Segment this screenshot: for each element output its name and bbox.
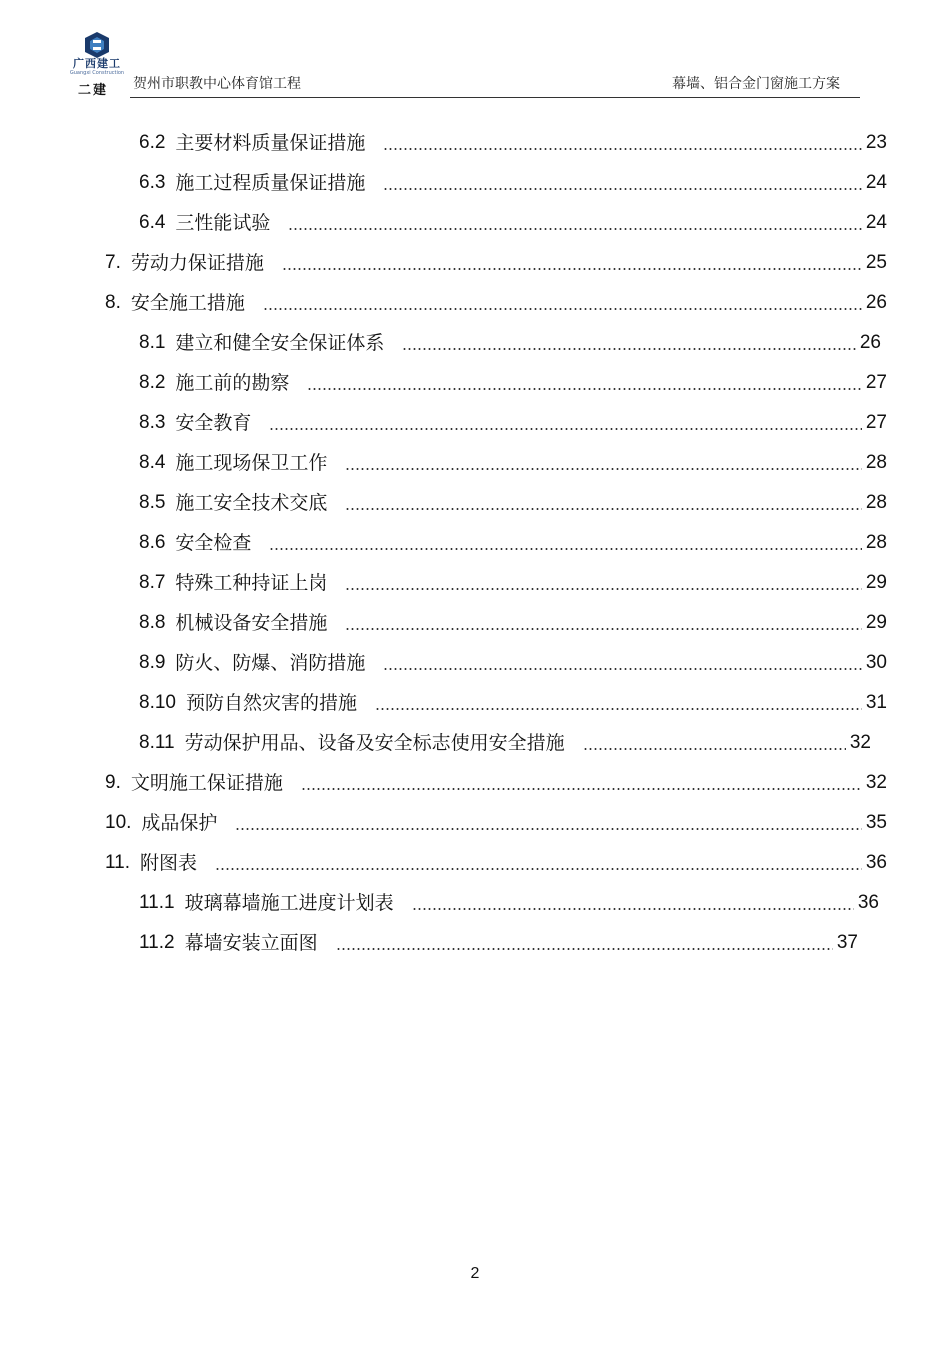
toc-entry-number: 8.9 xyxy=(139,652,166,673)
toc-entry-title: 防火、防爆、消防措施 xyxy=(175,652,366,674)
toc-entry-number: 11.2 xyxy=(139,932,175,953)
toc-entry-page: 30 xyxy=(865,652,887,673)
toc-entry[interactable] xyxy=(105,803,887,843)
toc-entry-number: 9. xyxy=(105,772,121,793)
document-title: 幕墙、铝合金门窗施工方案 xyxy=(672,76,840,92)
toc-entry-number: 8.5 xyxy=(139,492,166,513)
toc-entry-title: 特殊工种持证上岗 xyxy=(175,572,328,594)
toc-entry-page: 36 xyxy=(865,852,887,873)
company-logo xyxy=(64,30,130,96)
toc-entry-number: 8.6 xyxy=(139,532,166,553)
toc-entry[interactable] xyxy=(139,443,887,483)
toc-entry-page: 27 xyxy=(865,412,887,433)
toc-entry[interactable] xyxy=(105,763,887,803)
toc-entry-page: 24 xyxy=(865,172,887,193)
toc-entry-title: 文明施工保证措施 xyxy=(130,772,283,794)
toc-entry[interactable] xyxy=(139,363,887,403)
toc-entry-title: 成品保护 xyxy=(141,812,218,834)
toc-entry[interactable] xyxy=(139,563,887,603)
toc-dot-leader xyxy=(402,348,855,350)
toc-dot-leader xyxy=(383,148,861,150)
toc-entry-title: 施工前的勘察 xyxy=(175,372,290,394)
toc-entry[interactable] xyxy=(139,403,887,443)
toc-entry-page: 28 xyxy=(865,492,887,513)
toc-entry[interactable] xyxy=(105,843,887,883)
page-number: 2 xyxy=(470,1265,480,1282)
toc-entry-title: 玻璃幕墙施工进度计划表 xyxy=(184,892,394,914)
toc-entry-number: 8.2 xyxy=(139,372,166,393)
toc-entry[interactable] xyxy=(139,643,887,683)
toc-entry-title: 劳动力保证措施 xyxy=(130,252,264,274)
logo-subtext: Guangxi Construction xyxy=(69,70,125,76)
toc-entry-page: 28 xyxy=(865,452,887,473)
toc-entry-page: 25 xyxy=(865,252,887,273)
toc-entry-number: 8.11 xyxy=(139,732,175,753)
toc-entry-page: 32 xyxy=(849,732,871,753)
toc-dot-leader xyxy=(263,308,862,310)
toc-dot-leader xyxy=(301,788,862,790)
toc-entry-number: 6.4 xyxy=(139,212,166,233)
toc-entry-title: 施工安全技术交底 xyxy=(175,492,328,514)
toc-entry-title: 主要材料质量保证措施 xyxy=(175,132,366,154)
toc-entry[interactable] xyxy=(139,323,881,363)
logo-branch: 二建 xyxy=(78,83,109,98)
toc-entry-title: 三性能试验 xyxy=(175,212,271,234)
toc-entry-page: 26 xyxy=(865,292,887,313)
toc-entry-number: 7. xyxy=(105,252,121,273)
toc-entry-page: 29 xyxy=(865,572,887,593)
toc-dot-leader xyxy=(345,628,861,630)
toc-entry-page: 36 xyxy=(857,892,879,913)
toc-entry-page: 35 xyxy=(865,812,887,833)
toc-entry[interactable] xyxy=(105,283,887,323)
toc-entry-number: 8.10 xyxy=(139,692,176,713)
toc-entry-title: 建立和健全安全保证体系 xyxy=(175,332,385,354)
toc-dot-leader xyxy=(336,948,833,950)
toc-dot-leader xyxy=(269,548,861,550)
toc-dot-leader xyxy=(383,668,861,670)
logo-text: 广西建工 xyxy=(73,57,121,70)
toc-entry-title: 劳动保护用品、设备及安全标志使用安全措施 xyxy=(184,732,565,754)
toc-entry-number: 6.3 xyxy=(139,172,166,193)
logo-emblem-icon xyxy=(64,30,130,60)
toc-entry-page: 23 xyxy=(865,132,887,153)
toc-entry-title: 机械设备安全措施 xyxy=(175,612,328,634)
toc-entry-number: 8.7 xyxy=(139,572,166,593)
toc-entry-page: 28 xyxy=(865,532,887,553)
toc-dot-leader xyxy=(345,508,861,510)
page-header xyxy=(0,0,950,100)
toc-entry-number: 8.1 xyxy=(139,332,166,353)
toc-entry[interactable] xyxy=(139,683,887,723)
toc-entry-title: 施工过程质量保证措施 xyxy=(175,172,366,194)
toc-entry-page: 27 xyxy=(865,372,887,393)
toc-dot-leader xyxy=(345,468,861,470)
toc-entry-number: 8.4 xyxy=(139,452,166,473)
toc-entry-page: 31 xyxy=(865,692,887,713)
toc-dot-leader xyxy=(583,748,846,750)
toc-entry[interactable] xyxy=(139,523,887,563)
toc-entry[interactable] xyxy=(139,203,887,243)
toc-entry[interactable] xyxy=(139,883,879,923)
toc-entry-number: 10. xyxy=(105,812,132,833)
toc-dot-leader xyxy=(269,428,861,430)
toc-dot-leader xyxy=(288,228,861,230)
toc-dot-leader xyxy=(282,268,862,270)
toc-entry-number: 11.1 xyxy=(139,892,175,913)
toc-entry[interactable] xyxy=(139,723,871,763)
toc-entry[interactable] xyxy=(139,123,887,163)
toc-entry-title: 安全检查 xyxy=(175,532,252,554)
toc-entry-page: 26 xyxy=(859,332,881,353)
toc-entry-page: 37 xyxy=(836,932,858,953)
toc-entry[interactable] xyxy=(139,923,858,963)
toc-entry-page: 29 xyxy=(865,612,887,633)
toc-dot-leader xyxy=(307,388,861,390)
toc-entry-page: 24 xyxy=(865,212,887,233)
toc-dot-leader xyxy=(412,908,854,910)
toc-entry[interactable] xyxy=(139,163,887,203)
toc-entry-number: 8.3 xyxy=(139,412,166,433)
toc-dot-leader xyxy=(375,708,862,710)
toc-entry[interactable] xyxy=(139,483,887,523)
toc-dot-leader xyxy=(235,828,861,830)
toc-entry-number: 11. xyxy=(105,852,131,873)
toc-dot-leader xyxy=(215,868,862,870)
toc-entry-title: 幕墙安装立面图 xyxy=(184,932,318,954)
toc-entry-title: 安全教育 xyxy=(175,412,252,434)
toc-entry[interactable] xyxy=(105,243,887,283)
header-divider xyxy=(130,97,860,98)
project-name: 贺州市职教中心体育馆工程 xyxy=(133,76,301,92)
toc-entry-title: 施工现场保卫工作 xyxy=(175,452,328,474)
toc-entry[interactable] xyxy=(139,603,887,643)
toc-entry-page: 32 xyxy=(865,772,887,793)
toc-entry-title: 预防自然灾害的措施 xyxy=(185,692,357,714)
toc-entry-title: 附图表 xyxy=(140,852,198,874)
toc-entry-number: 8.8 xyxy=(139,612,166,633)
toc-entry-title: 安全施工措施 xyxy=(130,292,245,314)
toc-dot-leader xyxy=(383,188,861,190)
toc-entry-number: 6.2 xyxy=(139,132,166,153)
toc-dot-leader xyxy=(345,588,861,590)
toc-entry-number: 8. xyxy=(105,292,121,313)
